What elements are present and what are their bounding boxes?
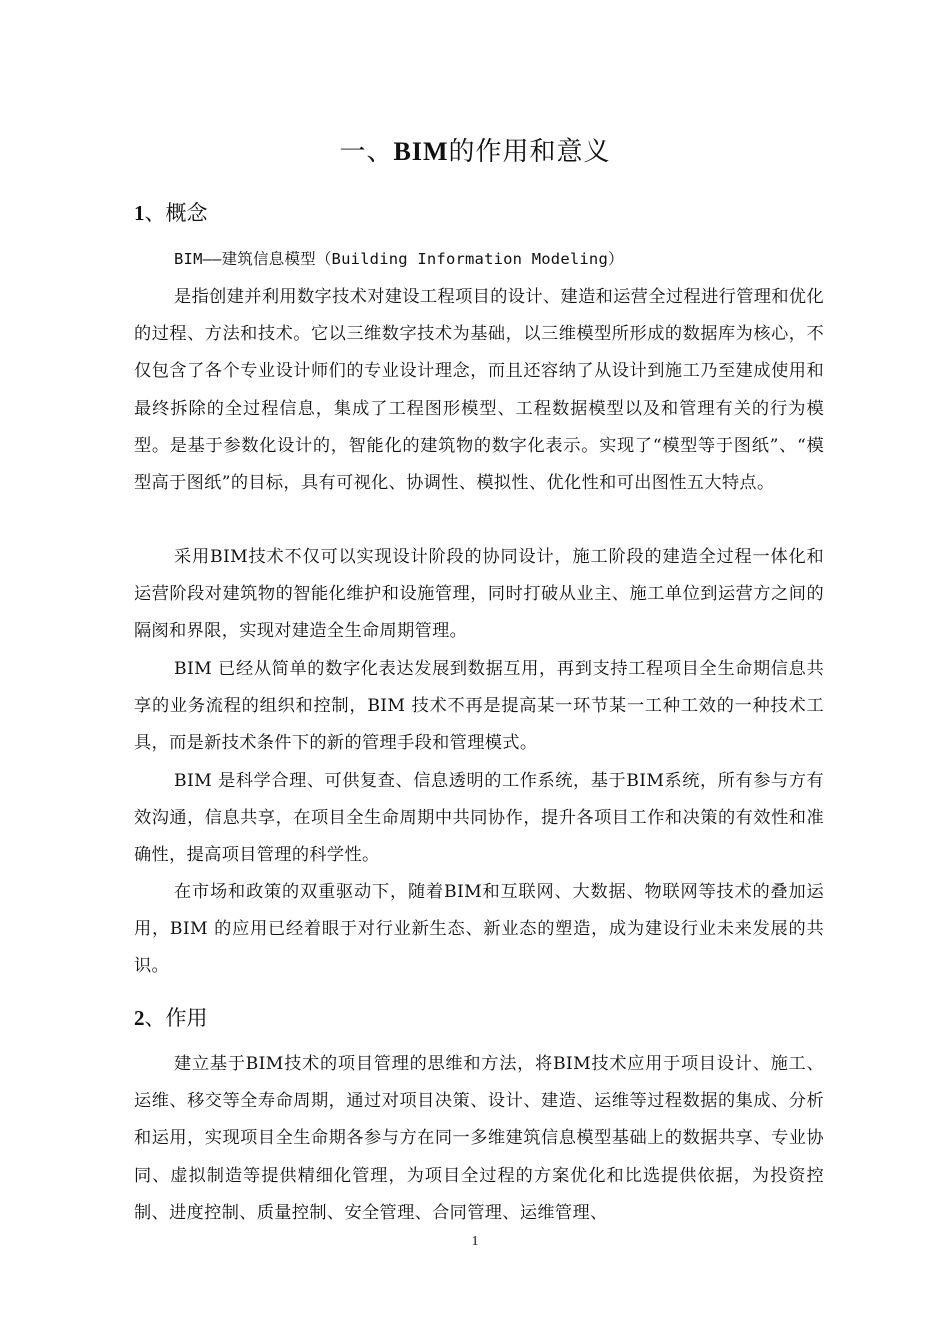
title-prefix: 一、 <box>339 137 394 167</box>
section-2-paragraph-1: 建立基于BIM技术的项目管理的思维和方法，将BIM技术应用于项目设计、施工、运维、移交等全寿命周期，通过对项目决策、设计、建造、运维等过程数据的集成、分析和运用，实现项目全生命期各参与方在同一多维建筑信息模型基础上的数据共享、专业协同、虚拟制造等提供精细化管理，为项目全过程的方案优化和比选提供依据，为投资控制、进度控制、质量控制、安全管理、合同管理、运维管理、 <box>134 1054 824 1223</box>
section-1-number: 1 <box>134 201 145 225</box>
page-title <box>0 134 950 170</box>
section-1-paragraph-2: 采用BIM技术不仅可以实现设计阶段的协同设计，施工阶段的建造全过程一体化和运营阶段对建筑物的智能化维护和设施管理，同时打破从业主、施工单位到运营方之间的隔阂和界限，实现对建造全生命周期管理。 <box>134 547 824 642</box>
title-suffix: 的作用和意义 <box>448 137 611 167</box>
section-2-heading <box>134 1003 208 1033</box>
section-1-paragraph-3: BIM 已经从简单的数字化表达发展到数据互用，再到支持工程项目全生命期信息共享的业务流程的组织和控制，BIM 技术不再是提高某一环节某一工种工效的一种技术工具，而是新技术条件下的新的管理手段和管理模式。 <box>134 659 824 754</box>
section-1-paragraph-5: 在市场和政策的双重驱动下，随着BIM和互联网、大数据、物联网等技术的叠加运用，BIM 的应用已经着眼于对行业新生态、新业态的塑造，成为建设行业未来发展的共识。 <box>134 882 824 977</box>
section-1-paragraph-1: 是指创建并利用数字技术对建设工程项目的设计、建造和运营全过程进行管理和优化的过程、方法和技术。它以三维数字技术为基础，以三维模型所形成的数据库为核心，不仅包含了各个专业设计师们的专业设计理念，而且还容纳了从设计到施工乃至建成使用和最终拆除的全过程信息，集成了工程图形模型、工程数据模型以及和管理有关的行为模型。是基于参数化设计的，智能化的建筑物的数字化表示。实现了“模型等于图纸”、“模型高于图纸”的目标，具有可视化、协调性、模拟性、优化性和可出图性五大特点。 <box>134 287 824 494</box>
section-1-heading <box>134 198 208 228</box>
page-number: 1 <box>471 1234 479 1249</box>
bim-definition: BIM——建筑信息模型（Building Information Modeling） <box>174 250 624 268</box>
section-2-heading-text: 、作用 <box>144 1006 208 1030</box>
section-1-heading-text: 、概念 <box>144 201 208 225</box>
section-2-number: 2 <box>134 1006 145 1030</box>
section-1-paragraph-4: BIM 是科学合理、可供复查、信息透明的工作系统，基于BIM系统，所有参与方有效沟通，信息共享，在项目全生命周期中共同协作，提升各项目工作和决策的有效性和准确性，提高项目管理的科学性。 <box>134 771 824 866</box>
title-bold: BIM <box>393 137 449 166</box>
